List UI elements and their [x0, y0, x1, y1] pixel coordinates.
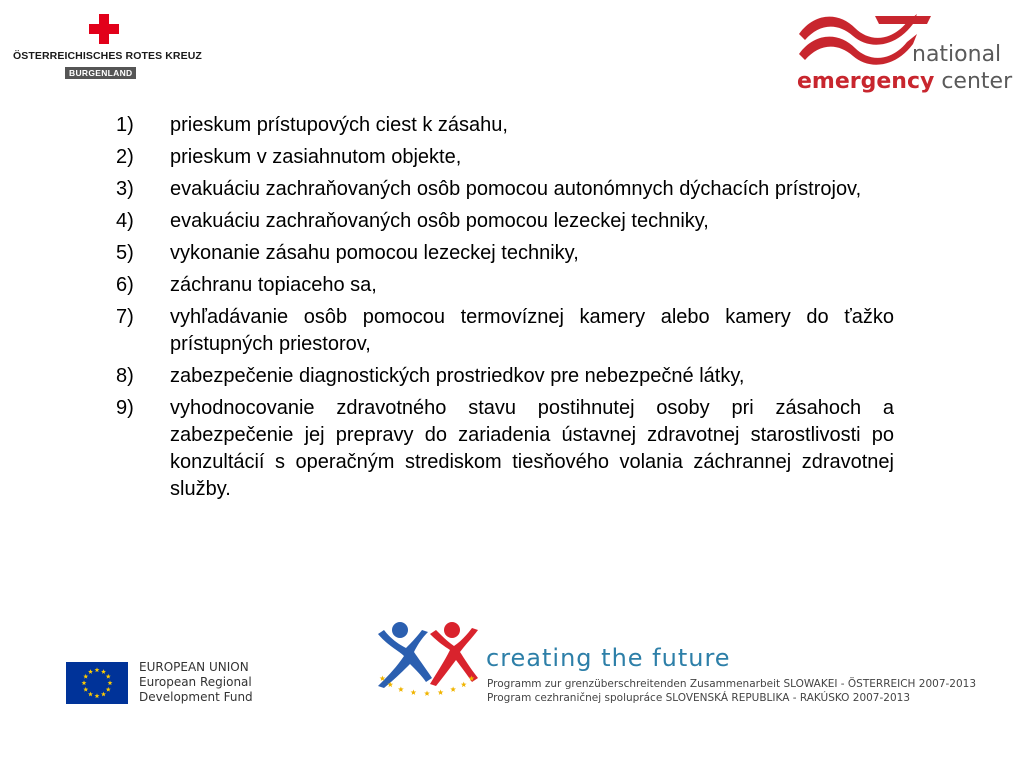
list-item-number: 4) — [116, 210, 134, 232]
red-cross-icon — [89, 14, 119, 44]
logo-line-emergency-center — [797, 69, 1012, 94]
list-item-text: evakuáciu zachraňovaných osôb pomocou lezeckej techniky, — [170, 210, 709, 232]
star-icon — [438, 689, 444, 694]
list-item — [116, 363, 894, 390]
eu-logo — [66, 660, 266, 706]
list-item-text: vyhľadávanie osôb pomocou termovíznej kamery alebo kamery do ťažko prístupných priestorov, — [170, 306, 894, 355]
list-item-number: 8) — [116, 365, 134, 387]
list-item-number: 2) — [116, 146, 134, 168]
programme-logo — [370, 616, 977, 716]
list-item-text: vyhodnocovanie zdravotného stavu postihnutej osoby pri zásahoch a zabezpečenie jej prepravy do zariadenia ústavnej zdravotnej starostlivosti po konzultácií s operačným strediskom tiesňového volania záchrannej zdravotnej služby. — [170, 397, 894, 500]
logo-word-center: center — [941, 69, 1013, 94]
list-item-number: 5) — [116, 242, 134, 264]
list-item — [116, 304, 894, 358]
list-item-text: vykonanie zásahu pomocou lezeckej techniky, — [170, 242, 579, 264]
list-item-text: záchranu topiaceho sa, — [170, 274, 377, 296]
eu-line-1: EUROPEAN UNION — [139, 660, 249, 674]
logo-word-emergency: emergency — [797, 69, 935, 94]
creating-the-future-figures-icon — [370, 616, 485, 706]
list-item-number: 7) — [116, 306, 134, 328]
star-icon — [411, 689, 417, 694]
red-cross-logo — [10, 10, 210, 84]
list-item-text: prieskum prístupových ciest k zásahu, — [170, 114, 508, 136]
list-item — [116, 272, 894, 299]
list-item-text: prieskum v zasiahnutom objekte, — [170, 146, 462, 168]
programme-title: creating the future — [486, 644, 731, 672]
list-item-number: 3) — [116, 178, 134, 200]
list-item-number: 1) — [116, 114, 134, 136]
eu-flag-icon — [66, 662, 128, 704]
list-item — [116, 395, 894, 503]
programme-line-de: Programm zur grenzüberschreitenden Zusammenarbeit SLOWAKEI - ÖSTERREICH 2007-2013 — [487, 678, 977, 690]
star-icon — [450, 686, 456, 691]
list-item — [116, 240, 894, 267]
star-icon — [424, 691, 430, 696]
star-icon — [398, 686, 404, 691]
eu-line-3: Development Fund — [139, 690, 253, 704]
list-item-text: evakuáciu zachraňovaných osôb pomocou autonómnych dýchacích prístrojov, — [170, 178, 862, 200]
list-item — [116, 176, 894, 203]
eu-fund-text — [139, 660, 253, 705]
numbered-list — [116, 112, 894, 508]
eu-line-2: European Regional — [139, 675, 252, 689]
programme-line-sk: Program cezhraničnej spolupráce SLOVENSKÁ REPUBLIKA - RAKÚSKO 2007-2013 — [487, 692, 910, 704]
national-emergency-center-logo — [795, 8, 1015, 98]
list-item-number: 6) — [116, 274, 134, 296]
logo-line-national: national — [912, 42, 1002, 67]
region-badge: BURGENLAND — [65, 67, 136, 79]
list-item-text: zabezpečenie diagnostických prostriedkov pre nebezpečné látky, — [170, 365, 745, 387]
list-item-number: 9) — [116, 397, 134, 419]
list-item — [116, 208, 894, 235]
organization-name: ÖSTERREICHISCHES ROTES KREUZ — [13, 50, 202, 62]
list-item — [116, 112, 894, 139]
star-icon — [461, 682, 467, 687]
list-item — [116, 144, 894, 171]
